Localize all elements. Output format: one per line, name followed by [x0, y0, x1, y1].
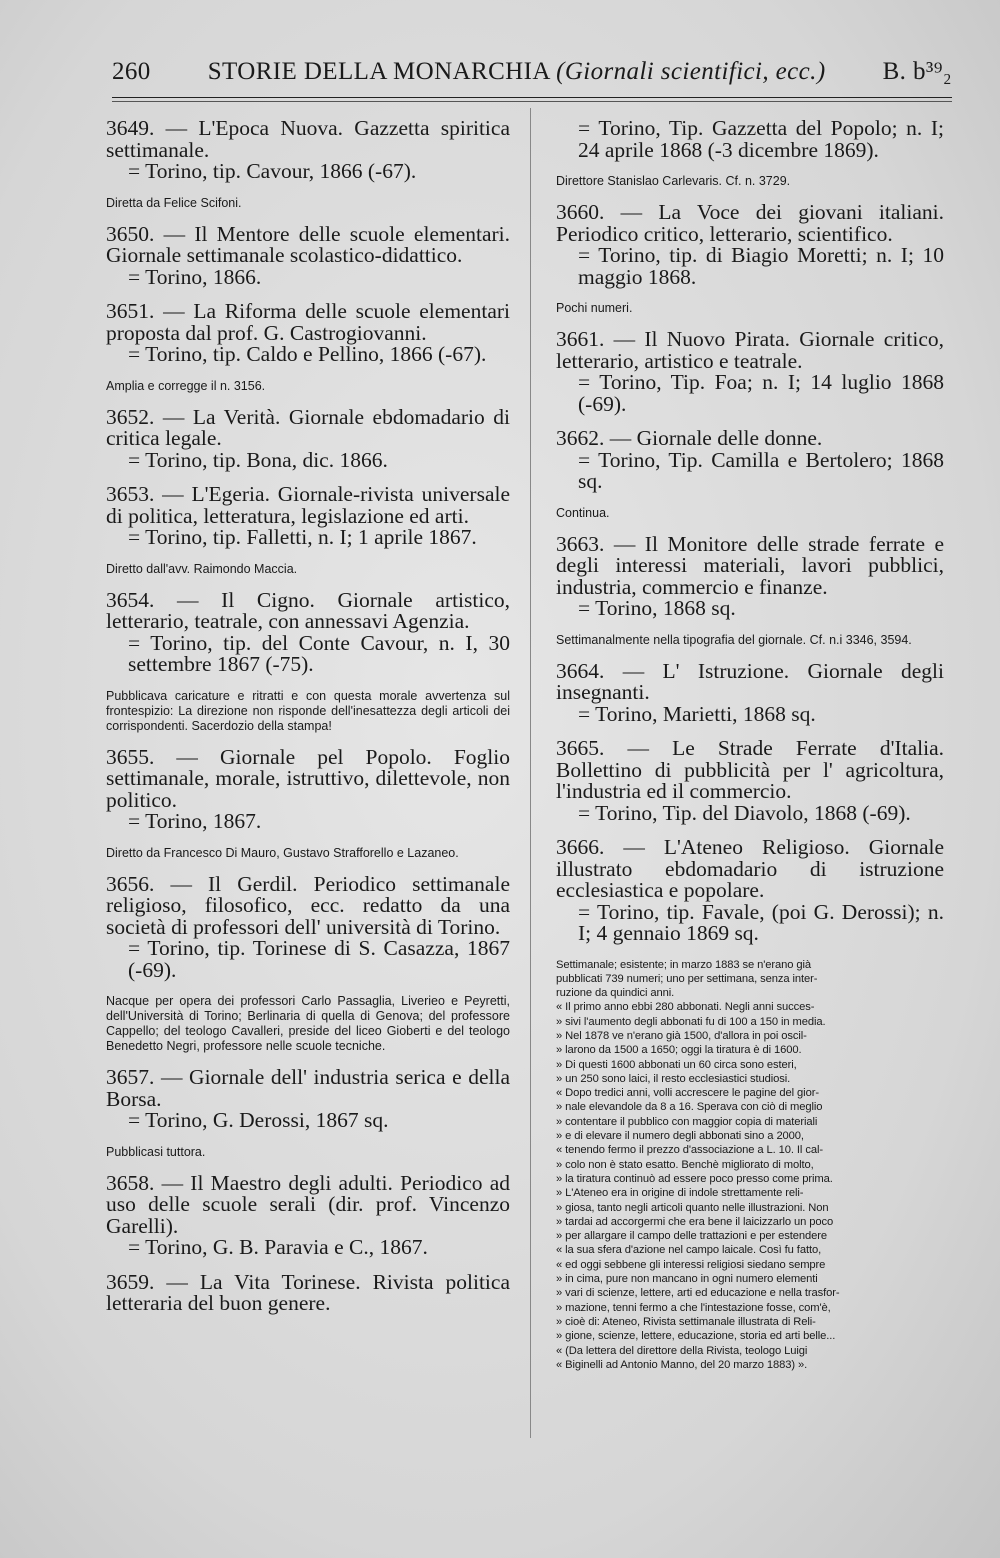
- entry-note-3666: [556, 958, 944, 1373]
- entry-3659-continued: [556, 118, 944, 161]
- note-line: pubblicati 739 numeri; uno per settimana, senza inter-: [556, 972, 818, 985]
- entry-3655: [106, 744, 510, 833]
- note-line: Settimanale; esistente; in marzo 1883 se n'erano già: [556, 958, 812, 971]
- note-line: » mazione, tenni fermo a che l'intestazione fosse, com'è,: [556, 1301, 831, 1314]
- entry-imprint: = Torino, tip. Favale, (poi G. Derossi); n. I; 4 gennaio 1869 sq.: [578, 899, 944, 945]
- entry-title: 3654. — Il Cigno. Giornale artistico, letterario, teatrale, con annessavi Agenzia.: [106, 587, 510, 633]
- entry-3650: [106, 221, 510, 289]
- note-line: ruzione da quindici anni.: [556, 987, 675, 1000]
- entry-imprint: = Torino, tip. di Biagio Moretti; n. I; 10 maggio 1868.: [578, 243, 944, 289]
- page-header: [112, 58, 952, 86]
- entry-3658: [106, 1170, 510, 1259]
- entry-3666: [556, 837, 944, 945]
- entry-title: 3651. — La Riforma delle scuole elementari proposta dal prof. G. Castrogiovanni.: [106, 299, 510, 345]
- entry-imprint: = Torino, tip. Cavour, 1866 (-67).: [128, 159, 417, 183]
- entry-title: 3666. — L'Ateneo Religioso. Giornale illustrato ebdomadario di istruzione ecclesiastica e popolare.: [556, 835, 944, 902]
- entry-title: 3650. — Il Mentore delle scuole elementari. Giornale settimanale scolastico-didattico.: [106, 221, 510, 267]
- note-line: » larono da 1500 a 1650; oggi la tiratura è di 1600.: [556, 1044, 802, 1057]
- entry-imprint: = Torino, Tip. Gazzetta del Popolo; n. I; 24 aprile 1868 (-3 dicembre 1869).: [578, 116, 944, 162]
- entry-title: 3657. — Giornale dell' industria serica e della Borsa.: [106, 1065, 510, 1111]
- entry-note: Nacque per opera dei professori Carlo Passaglia, Liverieo e Peyretti, dell'Università di Torino; Berlinaria di quella di Genova; del professore Cappello; del teologo Cavalleri, preside del liceo Gioberti e del teologo Benedetto Negri, professore nelle scuole tecniche.: [106, 994, 510, 1053]
- entry-title: 3659. — La Vita Torinese. Rivista politica letteraria del buon genere.: [106, 1269, 510, 1315]
- entry-title: 3665. — Le Strade Ferrate d'Italia. Bollettino di pubblicità per l' agricoltura, l'industria ed il commercio.: [556, 736, 944, 803]
- entry-3664: [556, 658, 944, 726]
- note-line: « Biginelli ad Antonio Manno, del 20 marzo 1883) ».: [556, 1358, 808, 1371]
- entry-imprint: = Torino, tip. Falletti, n. I; 1 aprile 1867.: [128, 525, 477, 549]
- column-divider: [530, 108, 531, 1438]
- entry-imprint: = Torino, Tip. Foa; n. I; 14 luglio 1868 (-69).: [578, 370, 944, 416]
- entry-3649: [106, 118, 510, 183]
- entry-note: Direttore Stanislao Carlevaris. Cf. n. 3729.: [556, 174, 791, 188]
- right-column: [556, 118, 944, 1385]
- entry-note: Settimanalmente nella tipografia del giornale. Cf. n.i 3346, 3594.: [556, 632, 912, 647]
- entry-3661: [556, 329, 944, 415]
- note-line: » contentare il pubblico con maggior copia di materiali: [556, 1115, 818, 1128]
- section-mark: B. b³⁹₂: [882, 58, 952, 85]
- note-line: » la tiratura continuò ad essere poco presso come prima.: [556, 1172, 833, 1185]
- entry-imprint: = Torino, Tip. del Diavolo, 1868 (-69).: [578, 800, 911, 825]
- note-line: » tardai ad accorgermi che era bene il laicizzarlo un poco: [556, 1215, 834, 1228]
- left-column: [106, 118, 510, 1328]
- note-line: » un 250 sono laici, il resto ecclesiastici studiosi.: [556, 1072, 791, 1085]
- entry-3662: [556, 428, 944, 493]
- header-rule-secondary: [112, 101, 952, 102]
- note-line: » cioè di: Ateneo, Rivista settimanale illustrata di Reli-: [556, 1315, 816, 1328]
- entry-imprint: = Torino, G. Derossi, 1867 sq.: [128, 1108, 389, 1132]
- entry-imprint: = Torino, Tip. Camilla e Bertolero; 1868 sq.: [578, 447, 944, 493]
- entry-title: 3652. — La Verità. Giornale ebdomadario di critica legale.: [106, 404, 510, 450]
- note-line: « ed oggi sebbene gli interessi religiosi siedano sempre: [556, 1258, 826, 1271]
- note-line: « Il primo anno ebbi 280 abbonati. Negli anni succes-: [556, 1001, 815, 1014]
- entry-note: Pochi numeri.: [556, 301, 633, 315]
- entry-title: 3656. — Il Gerdil. Periodico settimanale religioso, filosofico, ecc. redatto da una società di professori dell' università di Torino.: [106, 871, 510, 939]
- entry-3653: [106, 484, 510, 549]
- entry-title: 3658. — Il Maestro degli adulti. Periodico ad uso delle scuole serali (dir. prof. Vincenzo Garelli).: [106, 1170, 510, 1238]
- entry-note: Diretto da Francesco Di Mauro, Gustavo Strafforello e Lazaneo.: [106, 845, 459, 860]
- entry-3654: [106, 587, 510, 676]
- note-line: » sivi l'aumento degli abbonati fu di 100 a 150 in media.: [556, 1015, 826, 1028]
- note-line: » e di elevare il numero degli abbonati sino a 2000,: [556, 1130, 804, 1143]
- entry-imprint: = Torino, tip. Torinese di S. Casazza, 1867 (-69).: [128, 936, 510, 982]
- entry-imprint: = Torino, G. B. Paravia e C., 1867.: [128, 1235, 428, 1259]
- entry-3656: [106, 871, 510, 982]
- entry-3660: [556, 202, 944, 288]
- entry-3657: [106, 1067, 510, 1132]
- page-number: 260: [112, 58, 151, 85]
- note-line: » Nel 1878 ve n'erano già 1500, d'allora in poi oscil-: [556, 1029, 807, 1042]
- note-line: » giosa, tanto negli articoli quanto nelle illustrazioni. Non: [556, 1201, 829, 1214]
- running-head: [208, 58, 826, 86]
- entry-imprint: = Torino, Marietti, 1868 sq.: [578, 701, 816, 726]
- entry-note: Pubblicasi tuttora.: [106, 1144, 206, 1159]
- entry-3651: [106, 301, 510, 366]
- entry-title: 3661. — Il Nuovo Pirata. Giornale critico, letterario, artistico e teatrale.: [556, 327, 944, 373]
- entry-3665: [556, 738, 944, 824]
- entry-title: 3660. — La Voce dei giovani italiani. Periodico critico, letterario, scientifico.: [556, 200, 944, 246]
- entry-imprint: = Torino, tip. Caldo e Pellino, 1866 (-67).: [128, 342, 487, 366]
- note-line: » nale elevandole da 8 a 16. Sperava con ciò di meglio: [556, 1101, 823, 1114]
- note-line: « tenendo fermo il prezzo d'associazione a L. 10. Il cal-: [556, 1144, 823, 1157]
- note-line: » L'Ateneo era in origine di indole strettamente reli-: [556, 1187, 804, 1200]
- note-line: « (Da lettera del direttore della Rivista, teologo Luigi: [556, 1344, 808, 1357]
- running-subtitle: (Giornali scientifici, ecc.): [556, 58, 826, 85]
- entry-title: 3662. — Giornale delle donne.: [556, 426, 823, 450]
- entry-title: 3664. — L' Istruzione. Giornale degli insegnanti.: [556, 658, 944, 704]
- note-line: » colo non è stato esatto. Benchè migliorato di molto,: [556, 1158, 814, 1171]
- entry-imprint: = Torino, 1867.: [128, 809, 262, 833]
- entry-title: 3655. — Giornale pel Popolo. Foglio settimanale, morale, istruttivo, dilettevole, non politico.: [106, 744, 510, 812]
- note-line: « Dopo tredici anni, volli accrescere le pagine del gior-: [556, 1087, 819, 1100]
- note-line: « la sua sfera d'azione nel campo laicale. Così fu fatto,: [556, 1244, 822, 1257]
- entry-note: Diretto dall'avv. Raimondo Maccia.: [106, 561, 298, 576]
- entry-imprint: = Torino, tip. del Conte Cavour, n. I, 30 settembre 1867 (-75).: [128, 630, 510, 676]
- note-line: » in cima, pure non mancano in ogni numero elementi: [556, 1273, 818, 1286]
- entry-3659: [106, 1269, 510, 1315]
- entry-imprint: = Torino, 1868 sq.: [578, 596, 736, 620]
- note-line: » per allargare il campo delle trattazioni e per estendere: [556, 1230, 827, 1243]
- entry-3663: [556, 531, 944, 620]
- entry-imprint: = Torino, tip. Bona, dic. 1866.: [128, 447, 388, 472]
- note-line: » vari di scienze, lettere, arti ed educazione e nella trasfor-: [556, 1287, 840, 1300]
- header-rule: [112, 97, 952, 98]
- note-line: » gione, scienze, lettere, educazione, storia ed arti belle...: [556, 1330, 836, 1343]
- note-line: » Di questi 1600 abbonati un 60 circa sono esteri,: [556, 1058, 797, 1071]
- entry-note: Diretta da Felice Scifoni.: [106, 195, 242, 210]
- entry-3652: [106, 404, 510, 472]
- entry-title: 3653. — L'Egeria. Giornale-rivista universale di politica, letteratura, legislazione ed arti.: [106, 482, 510, 528]
- entry-note: Pubblicava caricature e ritratti e con questa morale avvertenza sul frontespizio: La direzione non risponde dell'inesattezza degli articoli dei corrispondenti. Sacerdozio della stampa!: [106, 688, 510, 733]
- entry-title: 3663. — Il Monitore delle strade ferrate e degli interessi materiali, lavori pubblici, industria, commercio e finanze.: [556, 531, 944, 599]
- entry-title: 3649. — L'Epoca Nuova. Gazzetta spiritica settimanale.: [106, 116, 510, 162]
- entry-imprint: = Torino, 1866.: [128, 264, 262, 289]
- entry-note: Continua.: [556, 505, 610, 520]
- entry-note: Amplia e corregge il n. 3156.: [106, 378, 266, 393]
- running-title: STORIE DELLA MONARCHIA: [207, 58, 550, 85]
